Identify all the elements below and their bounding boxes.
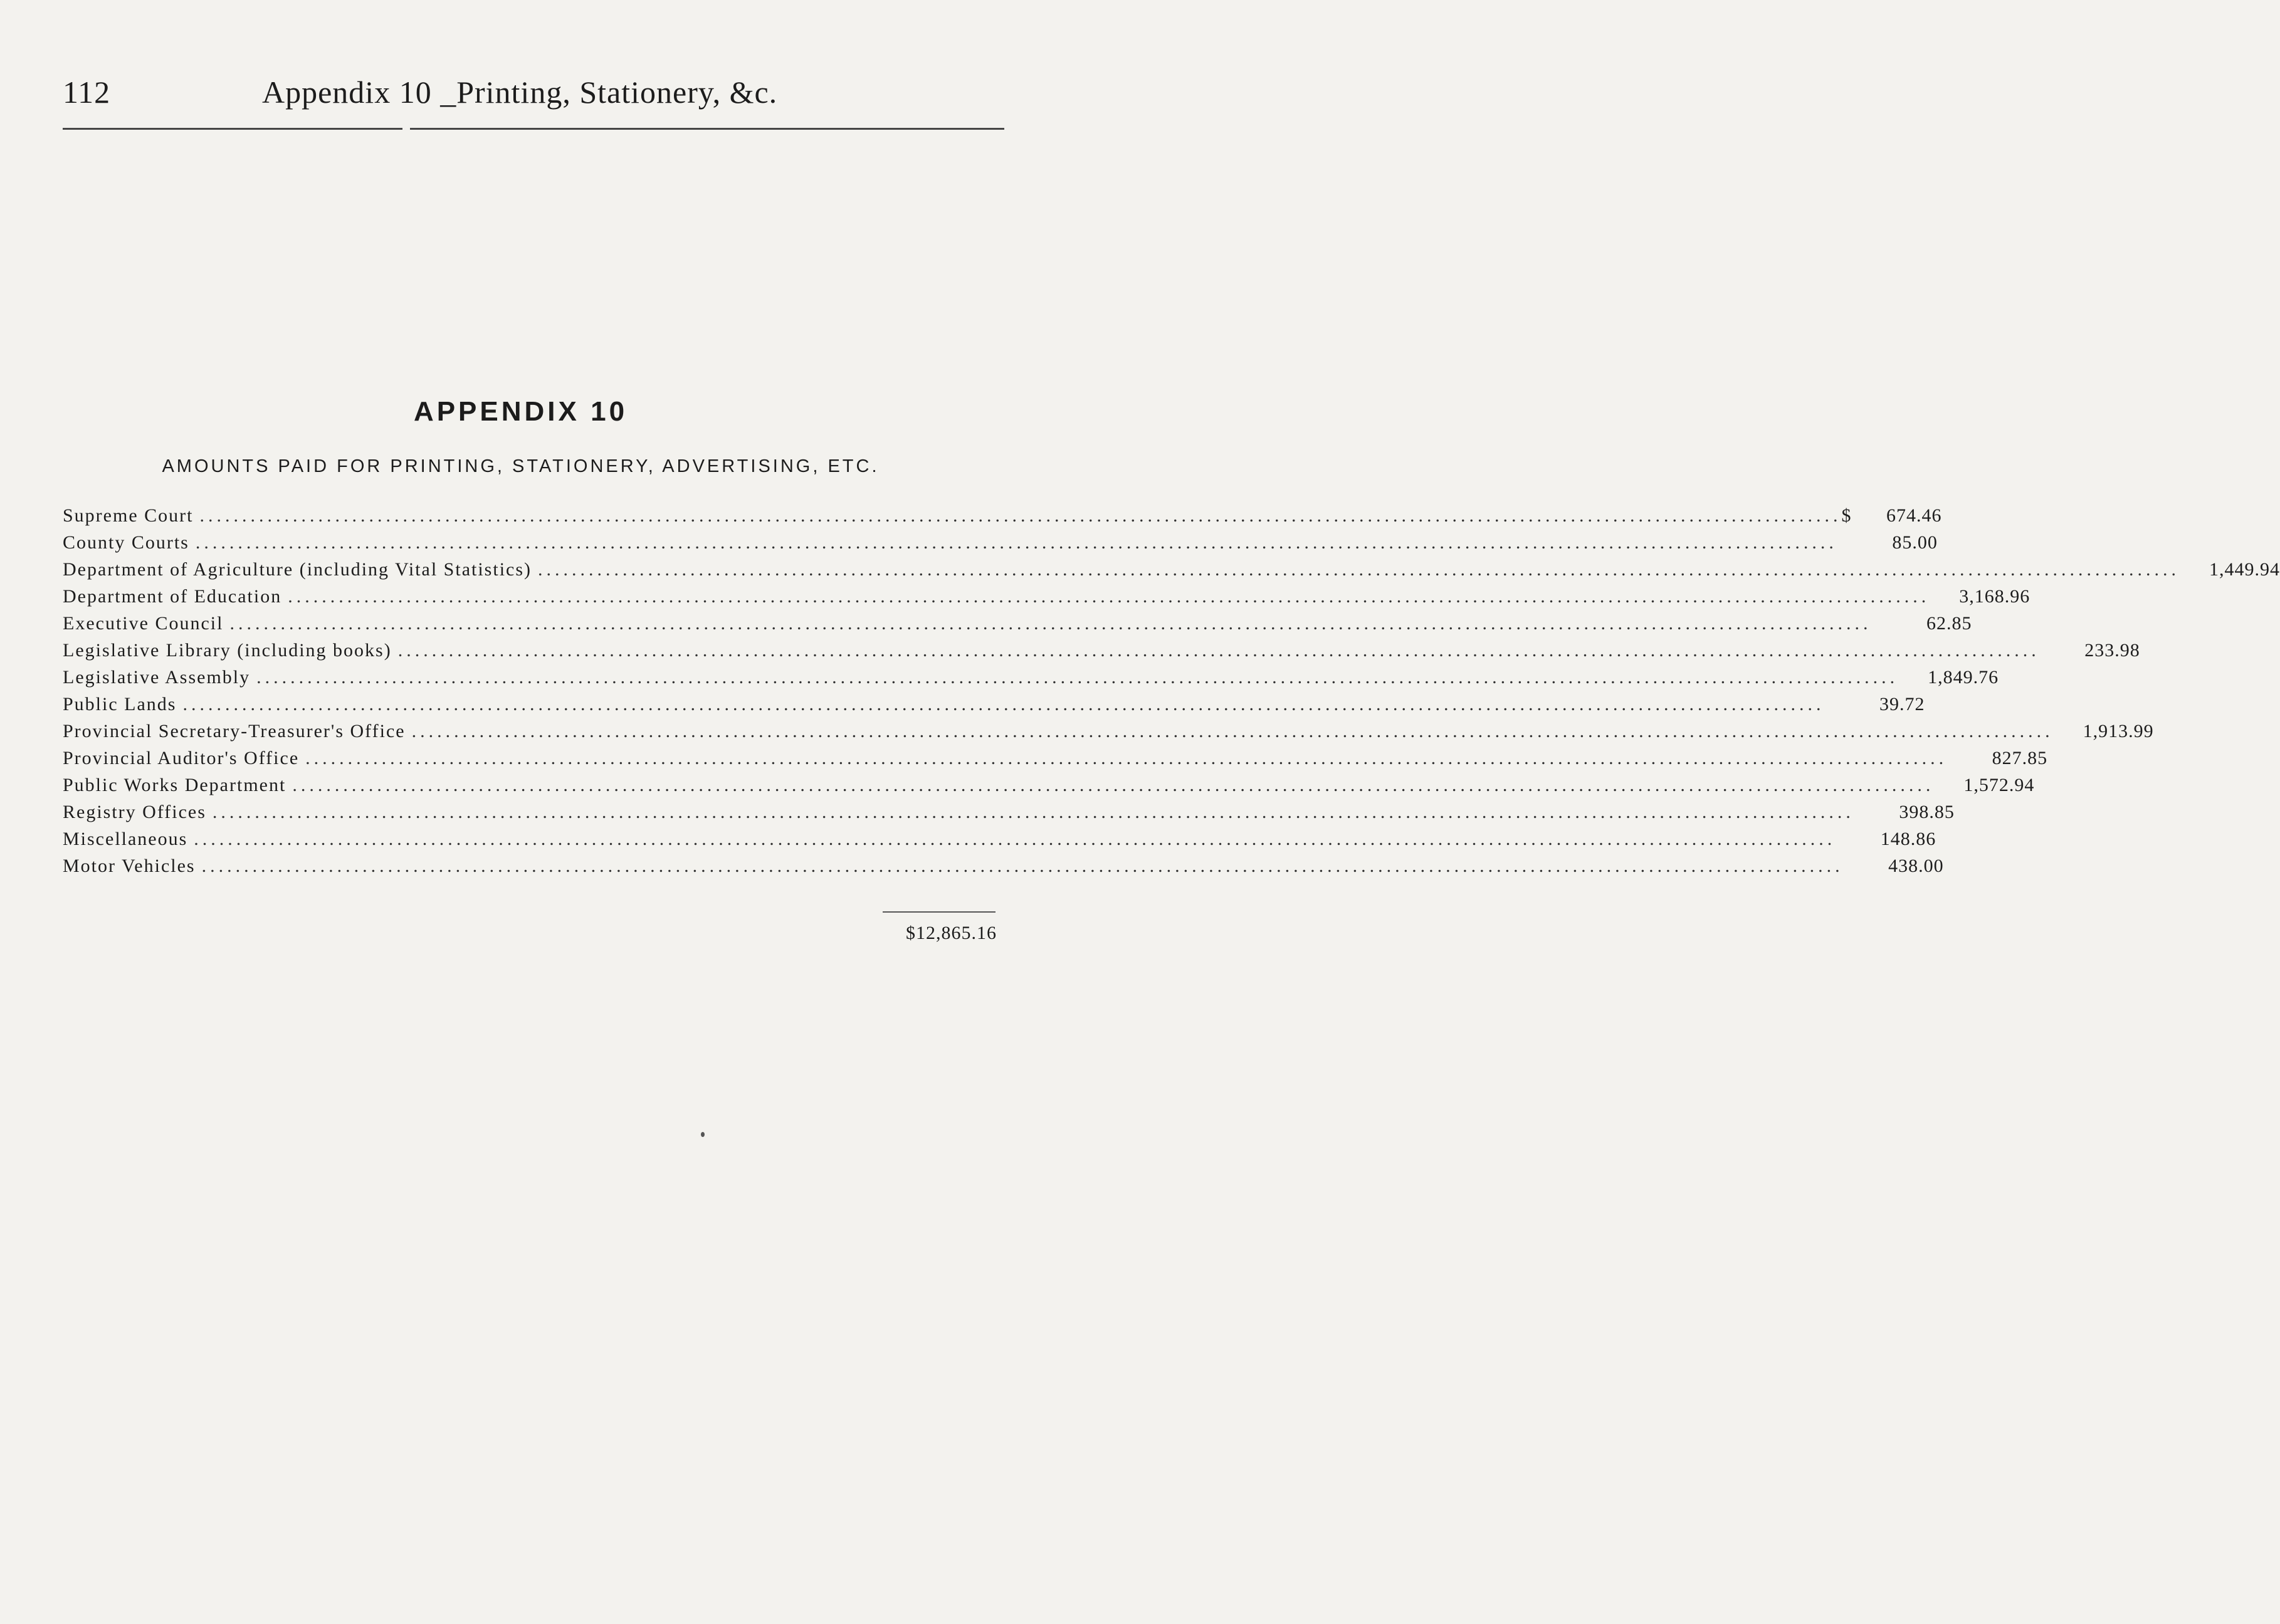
row-amount: 148.86 bbox=[1880, 829, 1936, 849]
row-amount: 39.72 bbox=[1879, 694, 1925, 715]
row-label: Executive Council bbox=[63, 613, 224, 634]
row-amount: 62.85 bbox=[1926, 613, 1972, 634]
row-label: Legislative Assembly bbox=[63, 667, 251, 688]
dot-leader: .................................................................................................................................................................................................. bbox=[305, 748, 1948, 768]
total-rule bbox=[883, 911, 996, 913]
row-amount: 827.85 bbox=[1992, 748, 2048, 768]
row-amount: 3,168.96 bbox=[1959, 586, 2030, 607]
appendix-title: APPENDIX 10 bbox=[413, 396, 628, 427]
row-amount: 233.98 bbox=[2084, 640, 2140, 661]
header-rule bbox=[63, 128, 1004, 130]
row-label: Public Lands bbox=[63, 694, 177, 715]
table-row bbox=[63, 559, 2280, 586]
dot-leader: .................................................................................................................................................................................................. bbox=[199, 505, 1842, 526]
dot-leader: .................................................................................................................................................................................................. bbox=[182, 694, 1825, 715]
table-row bbox=[63, 856, 1944, 883]
dot-leader: .................................................................................................................................................................................................. bbox=[256, 667, 1899, 688]
row-label: Public Works Department bbox=[63, 775, 286, 795]
grand-total: $12,865.16 bbox=[906, 923, 997, 943]
row-amount: 1,572.94 bbox=[1963, 775, 2035, 795]
dot-leader: .................................................................................................................................................................................................. bbox=[288, 586, 1930, 607]
row-label: Department of Education bbox=[63, 586, 282, 607]
dot-leader: .................................................................................................................................................................................................. bbox=[538, 559, 2180, 580]
table-row bbox=[63, 721, 2154, 748]
row-label: Registry Offices bbox=[63, 802, 206, 822]
table-row bbox=[63, 613, 1972, 640]
dot-leader: .................................................................................................................................................................................................. bbox=[229, 613, 1872, 634]
dot-leader: .................................................................................................................................................................................................. bbox=[292, 775, 1935, 795]
dot-leader: .................................................................................................................................................................................................. bbox=[212, 802, 1854, 822]
row-label: Provincial Secretary-Treasurer's Office bbox=[63, 721, 406, 741]
currency-symbol: $ bbox=[1841, 505, 1852, 526]
header-rule-gap bbox=[402, 125, 410, 132]
table-row bbox=[63, 640, 2140, 667]
table-row bbox=[63, 775, 2035, 802]
table-row bbox=[63, 667, 1999, 694]
row-label: County Courts bbox=[63, 532, 189, 553]
table-row bbox=[63, 829, 1936, 856]
table-row bbox=[63, 505, 1942, 532]
running-header bbox=[63, 74, 1003, 118]
row-label: Supreme Court bbox=[63, 505, 194, 526]
amounts-table bbox=[63, 505, 2280, 883]
running-title: Appendix 10 _Printing, Stationery, &c. bbox=[262, 75, 778, 110]
dot-leader: .................................................................................................................................................................................................. bbox=[397, 640, 2040, 661]
row-amount: 85.00 bbox=[1892, 532, 1938, 553]
dot-leader: .................................................................................................................................................................................................. bbox=[194, 829, 1836, 849]
row-amount: 1,849.76 bbox=[1928, 667, 1999, 688]
dot-leader: .................................................................................................................................................................................................. bbox=[411, 721, 2054, 741]
row-label: Miscellaneous bbox=[63, 829, 188, 849]
dot-leader: .................................................................................................................................................................................................. bbox=[195, 532, 1837, 553]
row-label: Legislative Library (including books) bbox=[63, 640, 392, 661]
page-number: 112 bbox=[63, 75, 111, 110]
row-label: Provincial Auditor's Office bbox=[63, 748, 300, 768]
table-row bbox=[63, 586, 2030, 613]
row-amount: 1,449.94 bbox=[2209, 559, 2280, 580]
row-amount: 438.00 bbox=[1888, 856, 1944, 876]
table-row bbox=[63, 802, 1955, 829]
row-label: Department of Agriculture (including Vital Statistics) bbox=[63, 559, 532, 580]
table-row bbox=[63, 532, 1938, 559]
appendix-subtitle: AMOUNTS PAID FOR PRINTING, STATIONERY, ADVERTISING, ETC. bbox=[162, 456, 880, 476]
row-amount: 674.46 bbox=[1886, 505, 1942, 526]
table-row bbox=[63, 694, 1925, 721]
table-row bbox=[63, 748, 2048, 775]
row-amount: 398.85 bbox=[1899, 802, 1955, 822]
dot-leader: .................................................................................................................................................................................................. bbox=[201, 856, 1844, 876]
ink-speck bbox=[701, 1132, 705, 1137]
row-label: Motor Vehicles bbox=[63, 856, 196, 876]
row-amount: 1,913.99 bbox=[2083, 721, 2154, 741]
